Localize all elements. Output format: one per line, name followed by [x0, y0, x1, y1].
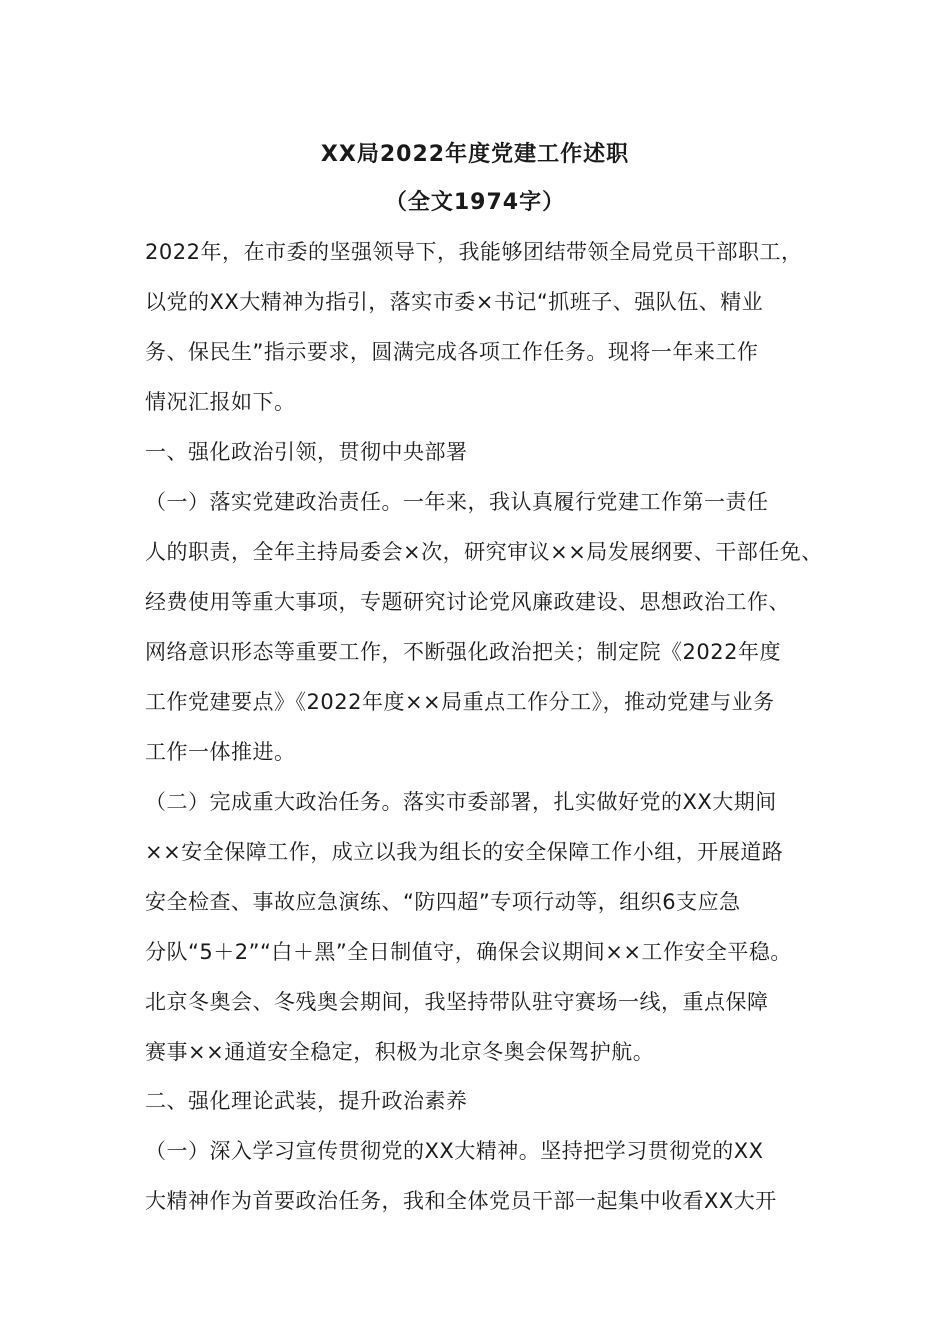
section-heading: 二、强化理论武装，提升政治素养 — [145, 1089, 468, 1113]
body-line: 情况汇报如下。 — [145, 390, 296, 414]
body-line: 大精神作为首要政治任务，我和全体党员干部一起集中收看XX大开 — [145, 1189, 777, 1213]
section-heading: 一、强化政治引领，贯彻中央部署 — [145, 440, 468, 464]
body-line: 2022年，在市委的坚强领导下，我能够团结带领全局党员干部职工， — [145, 240, 803, 264]
body-line: 分队“5＋2”“白＋黑”全日制值守，确保会议期间××工作安全平稳。 — [145, 940, 792, 964]
body-line: 北京冬奥会、冬残奥会期间，我坚持带队驻守赛场一线，重点保障 — [145, 990, 769, 1014]
body-line: 以党的XX大精神为指引，落实市委×书记“抓班子、强队伍、精业 — [145, 290, 764, 314]
body-line: 工作一体推进。 — [145, 740, 296, 764]
document-title: XX局2022年度党建工作述职 — [320, 142, 630, 167]
body-line: 经费使用等重大事项，专题研究讨论党风廉政建设、思想政治工作、 — [145, 590, 790, 614]
body-line: 网络意识形态等重要工作，不断强化政治把关；制定院《2022年度 — [145, 640, 781, 664]
body-line: 人的职责，全年主持局委会×次，研究审议××局发展纲要、干部任免、 — [145, 540, 823, 564]
body-line: （二）完成重大政治任务。落实市委部署，扎实做好党的XX大期间 — [145, 790, 777, 814]
body-line: （一）深入学习宣传贯彻党的XX大精神。坚持把学习贯彻党的XX — [145, 1139, 764, 1163]
body-line: 务、保民生”指示要求，圆满完成各项工作任务。现将一年来工作 — [145, 340, 759, 364]
body-line: （一）落实党建政治责任。一年来，我认真履行党建工作第一责任 — [145, 490, 769, 514]
body-line: 安全检查、事故应急演练、“防四超”专项行动等，组织6支应急 — [145, 890, 741, 914]
body-line: 赛事××通道安全稳定，积极为北京冬奥会保驾护航。 — [145, 1040, 655, 1064]
body-line: ××安全保障工作，成立以我为组长的安全保障工作小组，开展道路 — [145, 840, 784, 864]
document-subtitle: （全文1974字） — [384, 190, 566, 215]
body-line: 工作党建要点》《2022年度××局重点工作分工》，推动党建与业务 — [145, 690, 775, 714]
